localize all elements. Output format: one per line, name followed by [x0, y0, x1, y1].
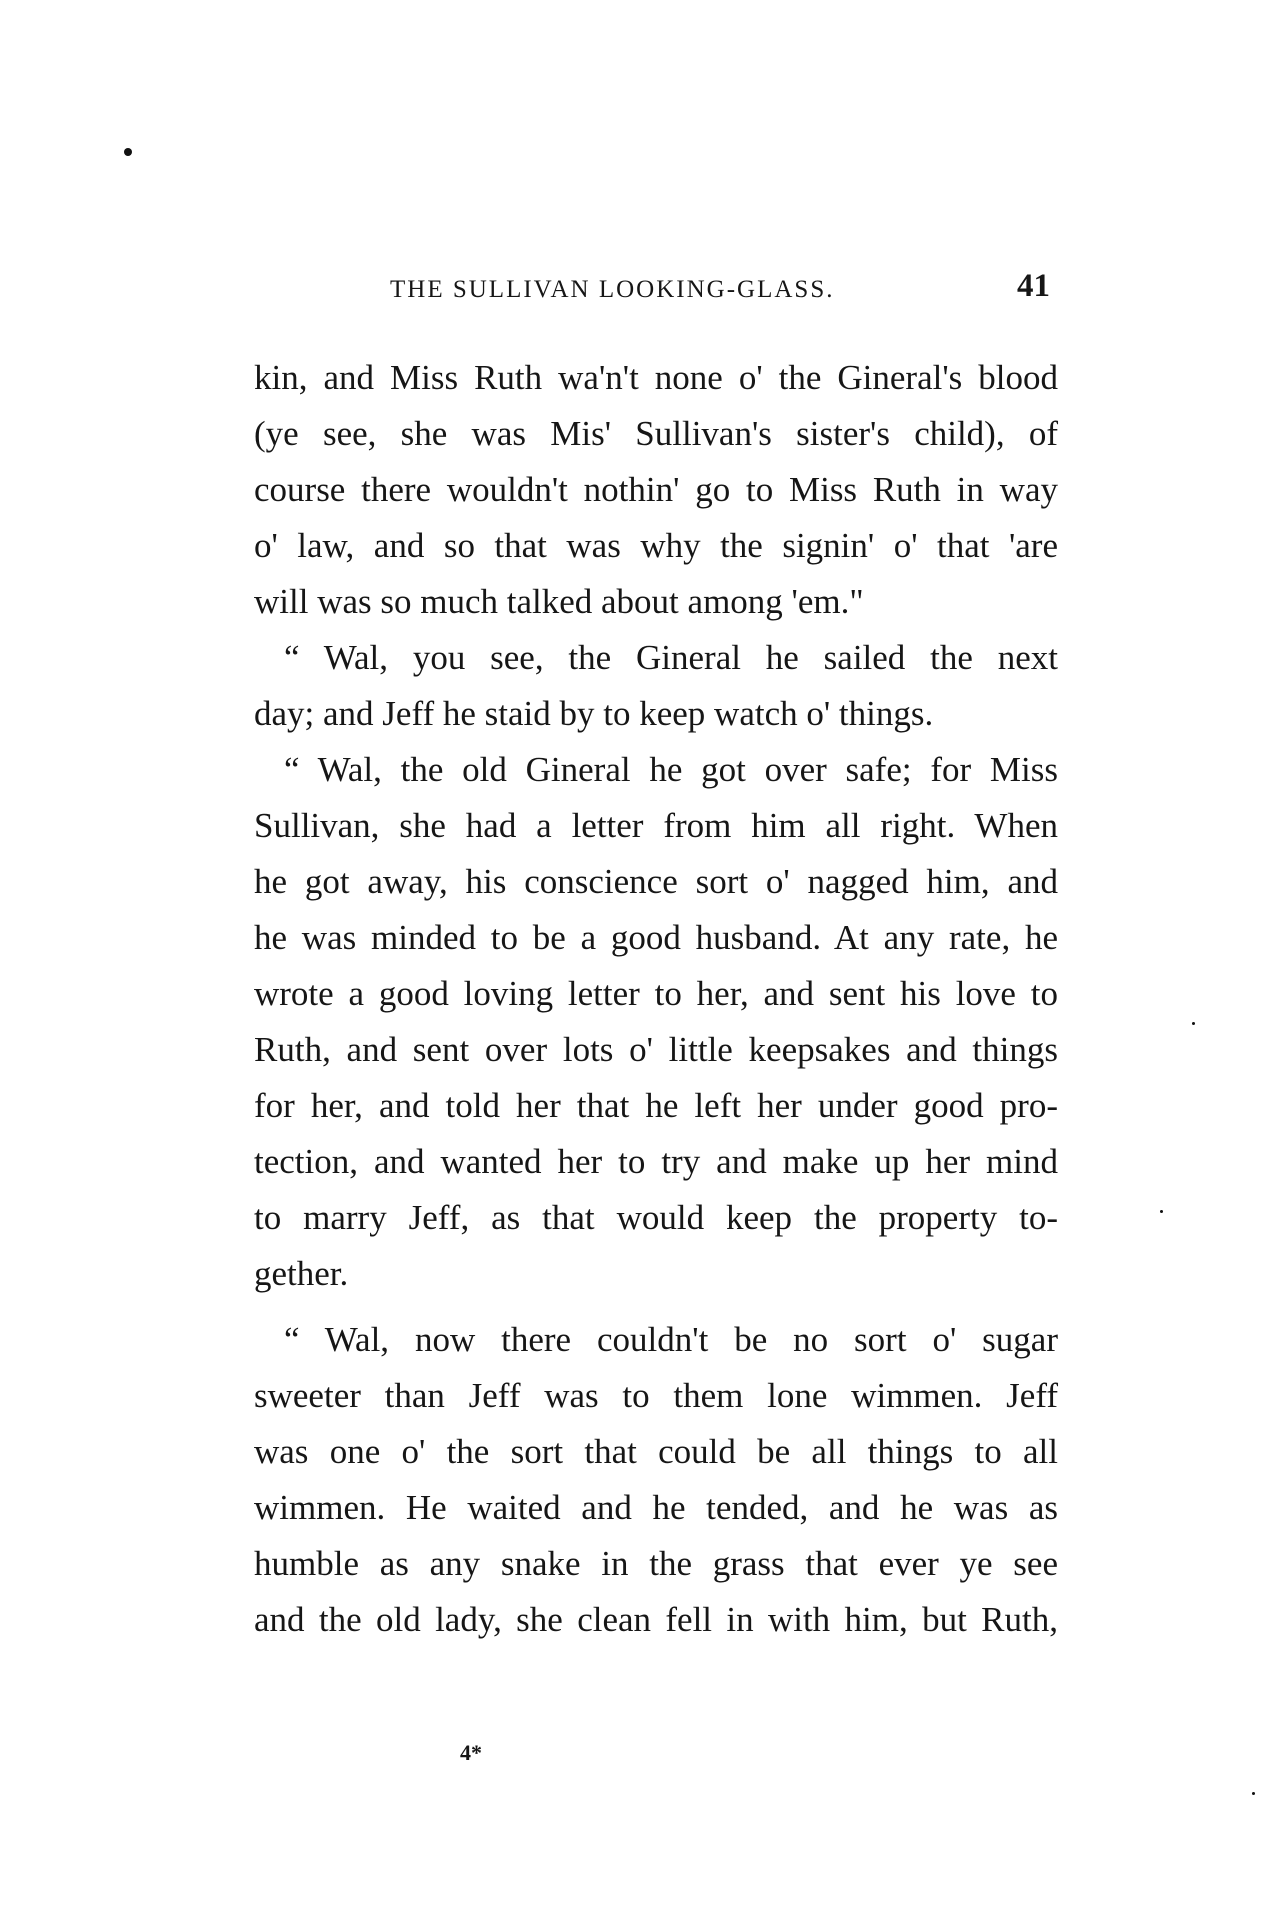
- text-line: day; and Jeff he staid by to keep watch o' things.: [254, 694, 934, 733]
- text-line: o' law, and so that was why the signin' o' that 'are: [254, 526, 1058, 565]
- text-line: he was minded to be a good husband. At any rate, he: [254, 918, 1058, 957]
- text-line: wrote a good loving letter to her, and sent his love to: [254, 974, 1058, 1013]
- text-line: was one o' the sort that could be all things to all: [254, 1432, 1058, 1471]
- ink-speck: [1160, 1210, 1163, 1213]
- text-line: (ye see, she was Mis' Sullivan's sister's child), of: [254, 414, 1058, 453]
- text-line: course there wouldn't nothin' go to Miss Ruth in way: [254, 470, 1058, 509]
- signature-mark: 4*: [460, 1740, 482, 1765]
- text-line: gether.: [254, 1254, 349, 1293]
- text-line: to marry Jeff, as that would keep the property to-: [254, 1198, 1058, 1237]
- running-title: THE SULLIVAN LOOKING-GLASS.: [390, 276, 835, 303]
- text-line: and the old lady, she clean fell in with him, but Ruth,: [254, 1600, 1058, 1639]
- ink-speck: [1252, 1792, 1255, 1795]
- body-text: [254, 350, 1058, 1648]
- running-head: [254, 268, 1058, 308]
- text-line: “ Wal, you see, the Gineral he sailed the next: [284, 638, 1058, 677]
- paragraph-gap: [254, 1302, 1058, 1312]
- page-number: 41: [1017, 268, 1050, 304]
- ink-speck: [1192, 1022, 1195, 1025]
- text-line: Sullivan, she had a letter from him all right. When: [254, 806, 1058, 845]
- text-line: will was so much talked about among 'em.": [254, 582, 864, 621]
- text-line: “ Wal, the old Gineral he got over safe; for Miss: [284, 750, 1058, 789]
- text-line: for her, and told her that he left her under good pro-: [254, 1086, 1058, 1125]
- text-line: Ruth, and sent over lots o' little keepsakes and things: [254, 1030, 1058, 1069]
- text-line: sweeter than Jeff was to them lone wimmen. Jeff: [254, 1376, 1058, 1415]
- text-line: “ Wal, now there couldn't be no sort o' sugar: [284, 1320, 1058, 1359]
- text-line: tection, and wanted her to try and make up her mind: [254, 1142, 1058, 1181]
- text-line: wimmen. He waited and he tended, and he was as: [254, 1488, 1058, 1527]
- text-line: kin, and Miss Ruth wa'n't none o' the Gineral's blood: [254, 358, 1058, 397]
- ink-speck: [124, 148, 132, 156]
- text-line: humble as any snake in the grass that ever ye see: [254, 1544, 1058, 1583]
- text-line: he got away, his conscience sort o' nagged him, and: [254, 862, 1058, 901]
